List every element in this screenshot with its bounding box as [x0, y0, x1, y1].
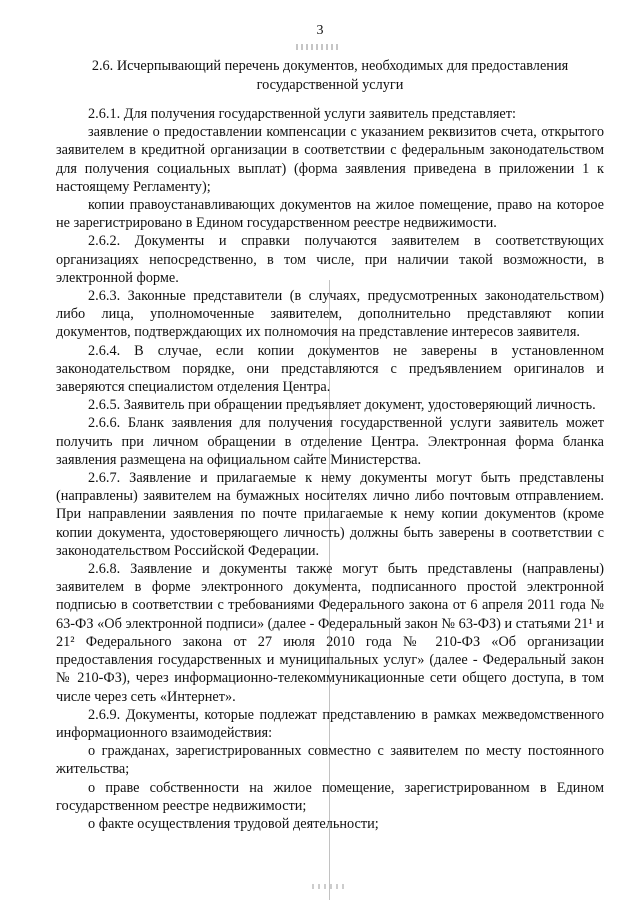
list-item-registered-citizens: о гражданах, зарегистрированных совместно с заявителем по месту постоянного жительства; [56, 743, 604, 778]
paragraph-2-6-3: 2.6.3. Законные представители (в случаях, предусмотренных законодательством) либо лица, уполномоченные заявителем, дополнительно представляют копии документов, подтверждающих их полномочия на представление интересов заявителя. [56, 288, 604, 341]
paragraph-application: заявление о предоставлении компенсации с указанием реквизитов счета, открытого заявителем в кредитной организации в соответствии с федеральным законодательством для получения социальных выплат) (форма заявления приведена в приложении 1 к настоящему Регламенту); [56, 124, 604, 195]
paragraph-2-6-5: 2.6.5. Заявитель при обращении предъявляет документ, удостоверяющий личность. [88, 397, 596, 414]
list-item-employment: о факте осуществления трудовой деятельности; [88, 815, 379, 832]
paragraph-2-6-4: 2.6.4. В случае, если копии документов не заверены в установленном законодательством порядке, они представляются с предъявлением оригиналов и заверяются специалистом отделения Центра. [56, 342, 604, 396]
section-heading: 2.6. Исчерпывающий перечень документов, необходимых для предоставления государственной услуги [91, 58, 569, 93]
paragraph-2-6-8: 2.6.8. Заявление и документы также могут быть представлены (направлены) заявителем в форме электронного документа, подписанного простой электронной подписью в соответствии с требованиями Федерального закона от 6 апреля 2011 года № 63-ФЗ «Об электронной подписи» (далее - Федеральный закон № 63-ФЗ) и статьями 21¹ и 21² Федерального закона от 27 июля 2010 года № 210-ФЗ «Об организации предоставления государственных и муниципальных услуг» (далее - Федеральный закон № 210-ФЗ), через информационно-телекоммуникационные сети общего доступа, в том числе через сеть «Интернет». [56, 561, 604, 705]
page-number: 3 [316, 23, 324, 38]
paragraph-2-6-6: 2.6.6. Бланк заявления для получения государственной услуги заявитель может получить при личном обращении в отделение Центра. Электронная форма бланка заявления размещена на официальном сайте Министерства. [56, 415, 604, 468]
scan-fold-line [329, 280, 330, 900]
paragraph-2-6-9: 2.6.9. Документы, которые подлежат представлению в рамках межведомственного информационного взаимодействия: [56, 706, 604, 741]
scan-artifact-bottom [312, 884, 346, 889]
paragraph-title-documents: копии правоустанавливающих документов на жилое помещение, право на которое не зарегистрировано в Едином государственном реестре недвижимости. [56, 197, 604, 232]
document-body [56, 105, 604, 833]
paragraph-2-6-7: 2.6.7. Заявление и прилагаемые к нему документы могут быть представлены (направлены) заявителем на бумажных носителях лично либо почтовым отправлением. При направлении заявления по почте прилагаемые к нему копии документов (кроме копии документа, удостоверяющего личность) должны быть заверены в соответствии с законодательством Российской Федерации. [56, 470, 604, 559]
list-item-ownership-right: о праве собственности на жилое помещение, зарегистрированном в Едином государственном реестре недвижимости; [56, 779, 604, 814]
paragraph-2-6-1: 2.6.1. Для получения государственной услуги заявитель представляет: [88, 106, 516, 122]
paragraph-2-6-2: 2.6.2. Документы и справки получаются заявителем в соответствующих организациях непосредственно, в том числе, при наличии такой возможности, в электронной форме. [56, 233, 604, 286]
scan-artifact-top [296, 44, 338, 50]
